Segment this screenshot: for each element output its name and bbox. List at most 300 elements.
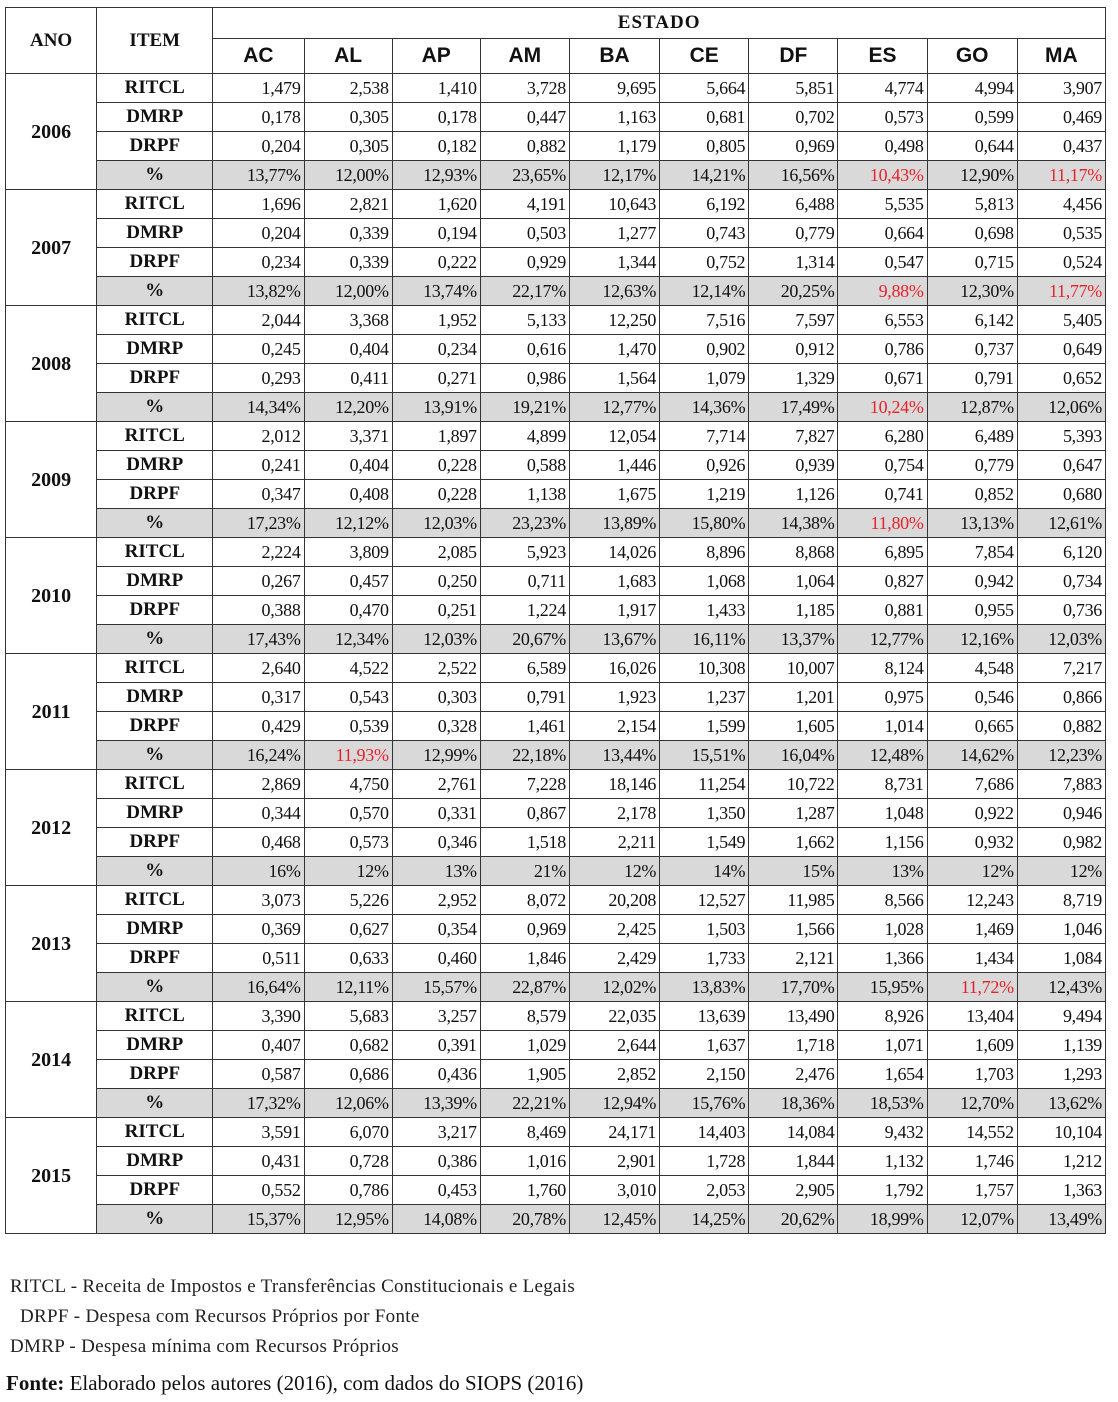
value-cell: 3,591: [213, 1118, 304, 1147]
value-cell: 6,070: [304, 1118, 392, 1147]
value-cell: 0,267: [213, 567, 304, 596]
value-cell: 14,36%: [660, 393, 749, 422]
value-cell: 12,45%: [569, 1205, 659, 1234]
value-cell: 13,39%: [392, 1089, 480, 1118]
value-cell: 22,17%: [480, 277, 569, 306]
item-label: DRPF: [97, 132, 213, 161]
value-cell: 12,00%: [304, 161, 392, 190]
value-cell: 7,714: [660, 422, 749, 451]
value-cell: 1,897: [392, 422, 480, 451]
value-cell: 12,77%: [569, 393, 659, 422]
value-cell: 0,182: [392, 132, 480, 161]
item-label: DMRP: [97, 1147, 213, 1176]
value-cell: 8,896: [660, 538, 749, 567]
value-cell: 12,23%: [1017, 741, 1105, 770]
item-label: RITCL: [97, 74, 213, 103]
table-row: [6, 103, 1106, 132]
value-cell: 13,404: [927, 1002, 1017, 1031]
item-label: RITCL: [97, 770, 213, 799]
value-cell: 0,752: [660, 248, 749, 277]
value-cell: 0,616: [480, 335, 569, 364]
value-cell: 1,079: [660, 364, 749, 393]
value-cell: 11,72%: [927, 973, 1017, 1002]
value-cell: 20,67%: [480, 625, 569, 654]
value-cell: 5,813: [927, 190, 1017, 219]
item-label: RITCL: [97, 654, 213, 683]
value-cell: 0,388: [213, 596, 304, 625]
value-cell: 16,56%: [749, 161, 838, 190]
year-cell: 2011: [6, 654, 97, 770]
value-cell: 2,012: [213, 422, 304, 451]
value-cell: 0,328: [392, 712, 480, 741]
item-label: %: [97, 857, 213, 886]
value-cell: 6,489: [927, 422, 1017, 451]
value-cell: 0,743: [660, 219, 749, 248]
value-cell: 0,305: [304, 132, 392, 161]
value-cell: 0,369: [213, 915, 304, 944]
value-cell: 2,476: [749, 1060, 838, 1089]
value-cell: 0,498: [838, 132, 927, 161]
value-cell: 0,736: [1017, 596, 1105, 625]
table-row: [6, 596, 1106, 625]
data-table: [5, 7, 1106, 1234]
value-cell: 1,363: [1017, 1176, 1105, 1205]
value-cell: 0,741: [838, 480, 927, 509]
value-cell: 0,503: [480, 219, 569, 248]
value-cell: 13,77%: [213, 161, 304, 190]
table-row: [6, 828, 1106, 857]
table-row: [6, 770, 1106, 799]
value-cell: 0,347: [213, 480, 304, 509]
value-cell: 12,243: [927, 886, 1017, 915]
value-cell: 0,681: [660, 103, 749, 132]
value-cell: 17,49%: [749, 393, 838, 422]
value-cell: 2,644: [569, 1031, 659, 1060]
value-cell: 1,662: [749, 828, 838, 857]
table-row: [6, 1176, 1106, 1205]
value-cell: 0,702: [749, 103, 838, 132]
value-cell: 15,80%: [660, 509, 749, 538]
value-cell: 13,44%: [569, 741, 659, 770]
item-label: RITCL: [97, 1002, 213, 1031]
value-cell: 1,014: [838, 712, 927, 741]
value-cell: 7,516: [660, 306, 749, 335]
value-cell: 1,917: [569, 596, 659, 625]
value-cell: 3,390: [213, 1002, 304, 1031]
value-cell: 4,522: [304, 654, 392, 683]
item-label: RITCL: [97, 538, 213, 567]
value-cell: 0,599: [927, 103, 1017, 132]
value-cell: 0,633: [304, 944, 392, 973]
value-cell: 0,457: [304, 567, 392, 596]
value-cell: 13,37%: [749, 625, 838, 654]
value-cell: 0,649: [1017, 335, 1105, 364]
value-cell: 23,23%: [480, 509, 569, 538]
value-cell: 1,461: [480, 712, 569, 741]
value-cell: 0,665: [927, 712, 1017, 741]
value-cell: 3,907: [1017, 74, 1105, 103]
value-cell: 0,867: [480, 799, 569, 828]
value-cell: 10,308: [660, 654, 749, 683]
value-cell: 2,154: [569, 712, 659, 741]
value-cell: 8,072: [480, 886, 569, 915]
value-cell: 0,664: [838, 219, 927, 248]
value-cell: 15%: [749, 857, 838, 886]
value-cell: 7,854: [927, 538, 1017, 567]
value-cell: 1,434: [927, 944, 1017, 973]
value-cell: 0,511: [213, 944, 304, 973]
value-cell: 0,552: [213, 1176, 304, 1205]
year-cell: 2013: [6, 886, 97, 1002]
value-cell: 0,408: [304, 480, 392, 509]
table-row: [6, 625, 1106, 654]
year-cell: 2015: [6, 1118, 97, 1234]
value-cell: 0,779: [927, 451, 1017, 480]
value-cell: 13,82%: [213, 277, 304, 306]
value-cell: 0,436: [392, 1060, 480, 1089]
value-cell: 1,179: [569, 132, 659, 161]
value-cell: 17,32%: [213, 1089, 304, 1118]
value-cell: 2,178: [569, 799, 659, 828]
value-cell: 2,901: [569, 1147, 659, 1176]
value-cell: 19,21%: [480, 393, 569, 422]
value-cell: 6,589: [480, 654, 569, 683]
value-cell: 2,640: [213, 654, 304, 683]
value-cell: 0,644: [927, 132, 1017, 161]
value-cell: 6,120: [1017, 538, 1105, 567]
value-cell: 8,469: [480, 1118, 569, 1147]
value-cell: 1,503: [660, 915, 749, 944]
value-cell: 0,453: [392, 1176, 480, 1205]
value-cell: 0,912: [749, 335, 838, 364]
value-cell: 1,518: [480, 828, 569, 857]
table-row: [6, 161, 1106, 190]
state-header-ap: AP: [392, 39, 480, 74]
value-cell: 0,447: [480, 103, 569, 132]
value-cell: 2,952: [392, 886, 480, 915]
value-cell: 13,91%: [392, 393, 480, 422]
value-cell: 10,722: [749, 770, 838, 799]
state-header-go: GO: [927, 39, 1017, 74]
value-cell: 0,524: [1017, 248, 1105, 277]
value-cell: 2,425: [569, 915, 659, 944]
value-cell: 1,139: [1017, 1031, 1105, 1060]
item-label: %: [97, 1089, 213, 1118]
value-cell: 0,929: [480, 248, 569, 277]
value-cell: 0,882: [480, 132, 569, 161]
value-cell: 1,549: [660, 828, 749, 857]
table-row: [6, 480, 1106, 509]
table-row: [6, 712, 1106, 741]
year-cell: 2014: [6, 1002, 97, 1118]
value-cell: 12,054: [569, 422, 659, 451]
source-label: Fonte:: [6, 1371, 65, 1395]
value-cell: 1,696: [213, 190, 304, 219]
value-cell: 10,43%: [838, 161, 927, 190]
header-ano: ANO: [6, 8, 97, 74]
value-cell: 4,456: [1017, 190, 1105, 219]
value-cell: 12,70%: [927, 1089, 1017, 1118]
value-cell: 20,208: [569, 886, 659, 915]
value-cell: 5,226: [304, 886, 392, 915]
item-label: DMRP: [97, 567, 213, 596]
value-cell: 12,87%: [927, 393, 1017, 422]
value-cell: 5,393: [1017, 422, 1105, 451]
value-cell: 15,51%: [660, 741, 749, 770]
value-cell: 0,969: [480, 915, 569, 944]
value-cell: 12,03%: [392, 509, 480, 538]
value-cell: 1,224: [480, 596, 569, 625]
value-cell: 1,350: [660, 799, 749, 828]
value-cell: 12,77%: [838, 625, 927, 654]
state-header-df: DF: [749, 39, 838, 74]
value-cell: 0,986: [480, 364, 569, 393]
state-header-ce: CE: [660, 39, 749, 74]
value-cell: 2,085: [392, 538, 480, 567]
value-cell: 22,87%: [480, 973, 569, 1002]
value-cell: 13%: [838, 857, 927, 886]
value-cell: 0,588: [480, 451, 569, 480]
value-cell: 0,228: [392, 480, 480, 509]
value-cell: 9,432: [838, 1118, 927, 1147]
value-cell: 12,00%: [304, 277, 392, 306]
value-cell: 13,13%: [927, 509, 1017, 538]
value-cell: 4,750: [304, 770, 392, 799]
value-cell: 1,470: [569, 335, 659, 364]
value-cell: 24,171: [569, 1118, 659, 1147]
value-cell: 0,429: [213, 712, 304, 741]
value-cell: 12,99%: [392, 741, 480, 770]
table-row: [6, 306, 1106, 335]
value-cell: 0,204: [213, 132, 304, 161]
value-cell: 1,703: [927, 1060, 1017, 1089]
value-cell: 1,564: [569, 364, 659, 393]
value-cell: 0,178: [392, 103, 480, 132]
value-cell: 14,25%: [660, 1205, 749, 1234]
value-cell: 10,007: [749, 654, 838, 683]
value-cell: 0,234: [213, 248, 304, 277]
table-row: [6, 683, 1106, 712]
item-label: RITCL: [97, 886, 213, 915]
value-cell: 0,680: [1017, 480, 1105, 509]
value-cell: 0,346: [392, 828, 480, 857]
value-cell: 0,570: [304, 799, 392, 828]
value-cell: 5,133: [480, 306, 569, 335]
value-cell: 0,926: [660, 451, 749, 480]
value-cell: 22,035: [569, 1002, 659, 1031]
value-cell: 0,241: [213, 451, 304, 480]
table-row: [6, 248, 1106, 277]
value-cell: 0,573: [838, 103, 927, 132]
value-cell: 1,675: [569, 480, 659, 509]
value-cell: 1,132: [838, 1147, 927, 1176]
value-cell: 12,63%: [569, 277, 659, 306]
value-cell: 1,029: [480, 1031, 569, 1060]
value-cell: 13%: [392, 857, 480, 886]
value-cell: 12,48%: [838, 741, 927, 770]
value-cell: 20,25%: [749, 277, 838, 306]
item-label: DRPF: [97, 1060, 213, 1089]
legend-dmrp: DMRP - Despesa mínima com Recursos Próprios: [10, 1336, 399, 1357]
value-cell: 6,280: [838, 422, 927, 451]
value-cell: 0,969: [749, 132, 838, 161]
value-cell: 7,597: [749, 306, 838, 335]
value-cell: 18,53%: [838, 1089, 927, 1118]
header-estado: ESTADO: [213, 8, 1106, 39]
value-cell: 0,407: [213, 1031, 304, 1060]
table-row: [6, 973, 1106, 1002]
table-row: [6, 364, 1106, 393]
table-row: [6, 74, 1106, 103]
value-cell: 1,728: [660, 1147, 749, 1176]
item-label: %: [97, 973, 213, 1002]
value-cell: 2,429: [569, 944, 659, 973]
value-cell: 1,792: [838, 1176, 927, 1205]
table-row: [6, 190, 1106, 219]
table-body: [6, 74, 1106, 1234]
value-cell: 0,339: [304, 248, 392, 277]
item-label: RITCL: [97, 1118, 213, 1147]
value-cell: 12,90%: [927, 161, 1017, 190]
value-cell: 12,06%: [304, 1089, 392, 1118]
value-cell: 0,786: [304, 1176, 392, 1205]
value-cell: 0,404: [304, 451, 392, 480]
value-cell: 3,368: [304, 306, 392, 335]
value-cell: 13,490: [749, 1002, 838, 1031]
value-cell: 0,754: [838, 451, 927, 480]
value-cell: 0,305: [304, 103, 392, 132]
value-cell: 18,99%: [838, 1205, 927, 1234]
value-cell: 1,314: [749, 248, 838, 277]
year-cell: 2009: [6, 422, 97, 538]
value-cell: 1,923: [569, 683, 659, 712]
value-cell: 1,237: [660, 683, 749, 712]
value-cell: 15,37%: [213, 1205, 304, 1234]
value-cell: 0,303: [392, 683, 480, 712]
value-cell: 13,639: [660, 1002, 749, 1031]
value-cell: 11,80%: [838, 509, 927, 538]
value-cell: 9,494: [1017, 1002, 1105, 1031]
table-row: [6, 1118, 1106, 1147]
value-cell: 4,994: [927, 74, 1017, 103]
value-cell: 1,446: [569, 451, 659, 480]
table-row: [6, 1031, 1106, 1060]
value-cell: 12,02%: [569, 973, 659, 1002]
value-cell: 12,17%: [569, 161, 659, 190]
value-cell: 16,04%: [749, 741, 838, 770]
value-cell: 0,975: [838, 683, 927, 712]
value-cell: 0,234: [392, 335, 480, 364]
value-cell: 1,637: [660, 1031, 749, 1060]
value-cell: 0,245: [213, 335, 304, 364]
value-cell: 0,535: [1017, 219, 1105, 248]
value-cell: 1,654: [838, 1060, 927, 1089]
item-label: DRPF: [97, 480, 213, 509]
value-cell: 0,715: [927, 248, 1017, 277]
table-row: [6, 799, 1106, 828]
value-cell: 17,43%: [213, 625, 304, 654]
value-cell: 0,386: [392, 1147, 480, 1176]
value-cell: 5,405: [1017, 306, 1105, 335]
value-cell: 5,923: [480, 538, 569, 567]
state-header-es: ES: [838, 39, 927, 74]
value-cell: 18,146: [569, 770, 659, 799]
value-cell: 0,805: [660, 132, 749, 161]
value-cell: 1,760: [480, 1176, 569, 1205]
value-cell: 0,411: [304, 364, 392, 393]
value-cell: 3,073: [213, 886, 304, 915]
value-cell: 2,761: [392, 770, 480, 799]
value-cell: 0,881: [838, 596, 927, 625]
value-cell: 9,695: [569, 74, 659, 103]
value-cell: 1,163: [569, 103, 659, 132]
value-cell: 2,121: [749, 944, 838, 973]
value-cell: 0,791: [927, 364, 1017, 393]
value-cell: 1,905: [480, 1060, 569, 1089]
value-cell: 1,469: [927, 915, 1017, 944]
state-header-ma: MA: [1017, 39, 1105, 74]
value-cell: 7,686: [927, 770, 1017, 799]
value-cell: 12,95%: [304, 1205, 392, 1234]
table-row: [6, 335, 1106, 364]
value-cell: 1,219: [660, 480, 749, 509]
value-cell: 12,03%: [1017, 625, 1105, 654]
state-header-al: AL: [304, 39, 392, 74]
item-label: DMRP: [97, 451, 213, 480]
value-cell: 1,344: [569, 248, 659, 277]
value-cell: 1,733: [660, 944, 749, 973]
value-cell: 0,671: [838, 364, 927, 393]
value-cell: 1,620: [392, 190, 480, 219]
year-cell: 2012: [6, 770, 97, 886]
value-cell: 8,719: [1017, 886, 1105, 915]
item-label: DMRP: [97, 335, 213, 364]
value-cell: 0,728: [304, 1147, 392, 1176]
header-item: ITEM: [97, 8, 213, 74]
value-cell: 1,212: [1017, 1147, 1105, 1176]
legend-ritcl: RITCL - Receita de Impostos e Transferências Constitucionais e Legais: [10, 1276, 576, 1297]
value-cell: 1,566: [749, 915, 838, 944]
value-cell: 10,643: [569, 190, 659, 219]
value-cell: 14,62%: [927, 741, 1017, 770]
value-cell: 0,587: [213, 1060, 304, 1089]
value-cell: 0,468: [213, 828, 304, 857]
value-cell: 1,609: [927, 1031, 1017, 1060]
value-cell: 3,257: [392, 1002, 480, 1031]
value-cell: 1,048: [838, 799, 927, 828]
value-cell: 2,852: [569, 1060, 659, 1089]
value-cell: 1,479: [213, 74, 304, 103]
value-cell: 0,737: [927, 335, 1017, 364]
value-cell: 6,488: [749, 190, 838, 219]
value-cell: 12,43%: [1017, 973, 1105, 1002]
value-cell: 3,217: [392, 1118, 480, 1147]
value-cell: 0,251: [392, 596, 480, 625]
item-label: DMRP: [97, 1031, 213, 1060]
table-row: [6, 1060, 1106, 1089]
year-cell: 2007: [6, 190, 97, 306]
table-row: [6, 1002, 1106, 1031]
value-cell: 11,77%: [1017, 277, 1105, 306]
value-cell: 0,437: [1017, 132, 1105, 161]
value-cell: 2,905: [749, 1176, 838, 1205]
value-cell: 1,287: [749, 799, 838, 828]
item-label: DMRP: [97, 683, 213, 712]
value-cell: 12,12%: [304, 509, 392, 538]
value-cell: 0,271: [392, 364, 480, 393]
value-cell: 1,366: [838, 944, 927, 973]
value-cell: 14,34%: [213, 393, 304, 422]
